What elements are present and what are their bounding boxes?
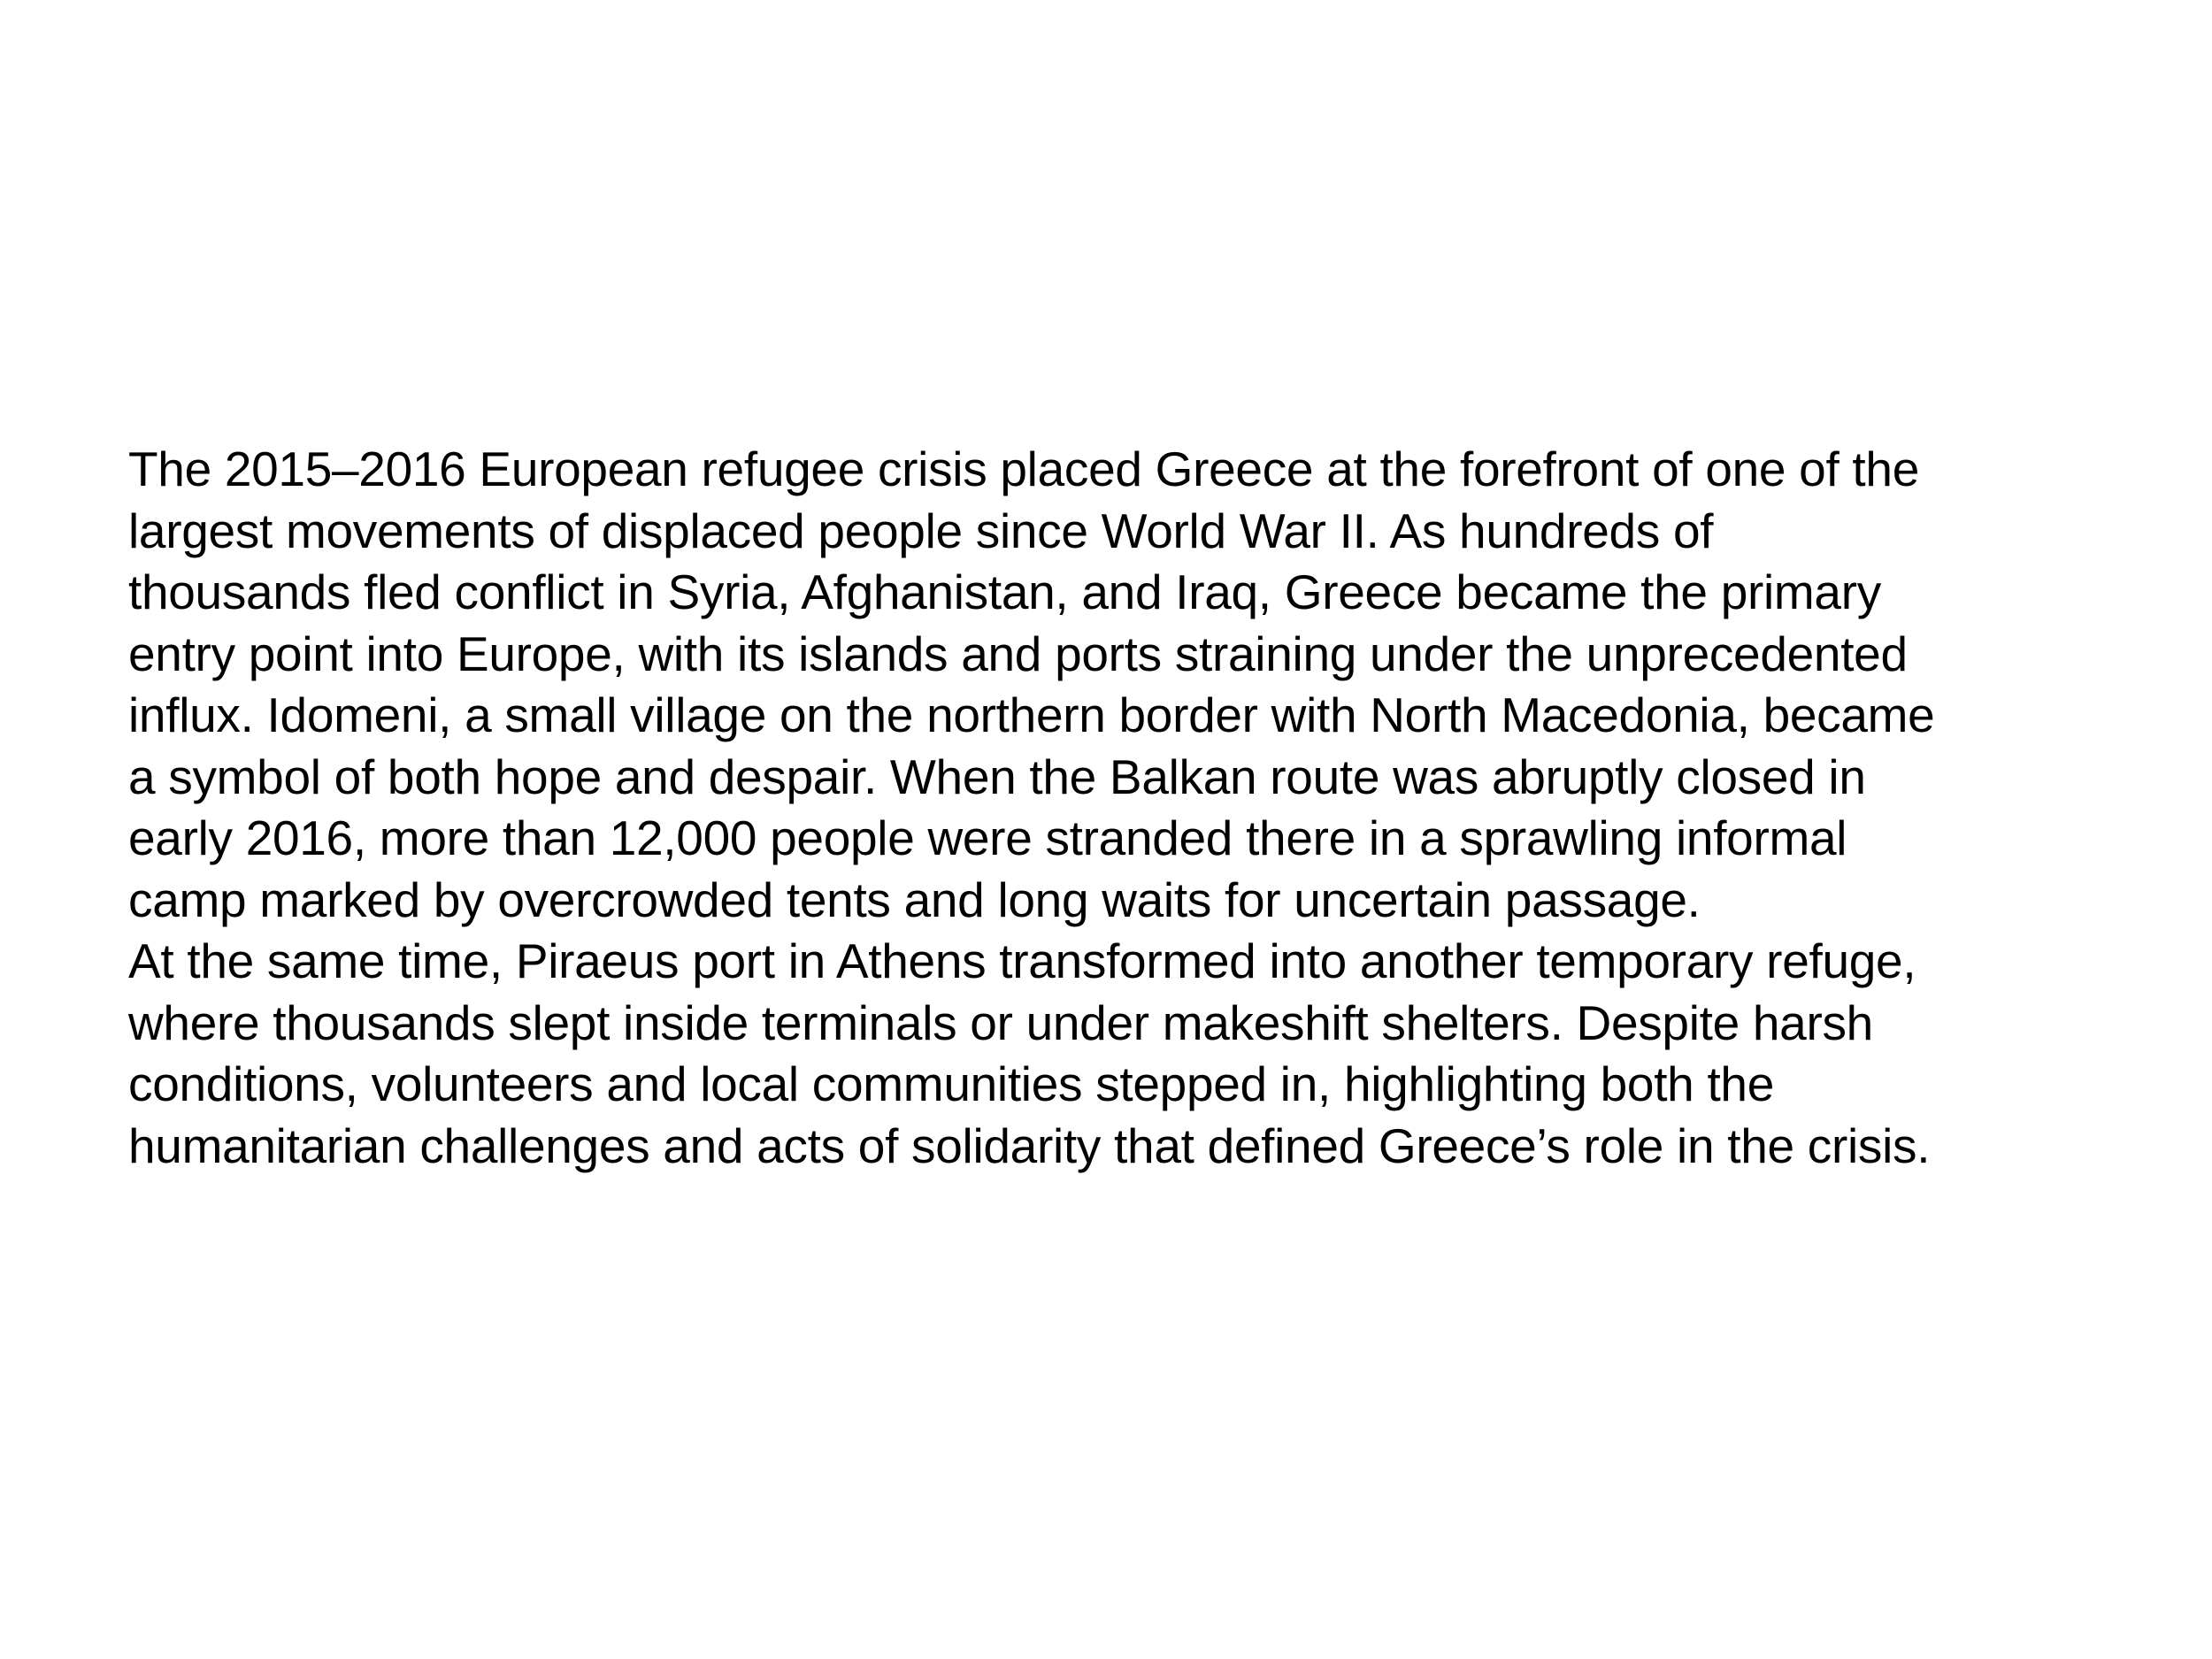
paragraph-line: early 2016, more than 12,000 people were stranded there in a sprawling informal (128, 810, 1847, 865)
paragraph-line: largest movements of displaced people since World War II. As hundreds of (128, 503, 1714, 558)
paragraph-line: influx. Idomeni, a small village on the northern border with North Macedonia, became (128, 687, 1935, 742)
paragraph-line: The 2015–2016 European refugee crisis placed Greece at the forefront of one of the (128, 442, 1919, 496)
paragraph-line: camp marked by overcrowded tents and long waits for uncertain passage. (128, 872, 1701, 927)
paragraph-line: At the same time, Piraeus port in Athens transformed into another temporary refuge, (128, 933, 1916, 988)
paragraph-line: conditions, volunteers and local communities stepped in, highlighting both the (128, 1056, 1775, 1111)
paragraph-line: a symbol of both hope and despair. When the Balkan route was abruptly closed in (128, 749, 1866, 804)
body-text (128, 439, 2128, 1177)
paragraph-line: where thousands slept inside terminals or under makeshift shelters. Despite harsh (128, 995, 1873, 1050)
paragraph-line: thousands fled conflict in Syria, Afghanistan, and Iraq, Greece became the primary (128, 565, 1881, 619)
paragraph-line: entry point into Europe, with its islands and ports straining under the unprecedented (128, 626, 1908, 681)
paragraph-2 (128, 931, 2128, 1177)
paragraph-1 (128, 439, 2128, 931)
paragraph-line: humanitarian challenges and acts of solidarity that defined Greece’s role in the crisis. (128, 1118, 1931, 1173)
